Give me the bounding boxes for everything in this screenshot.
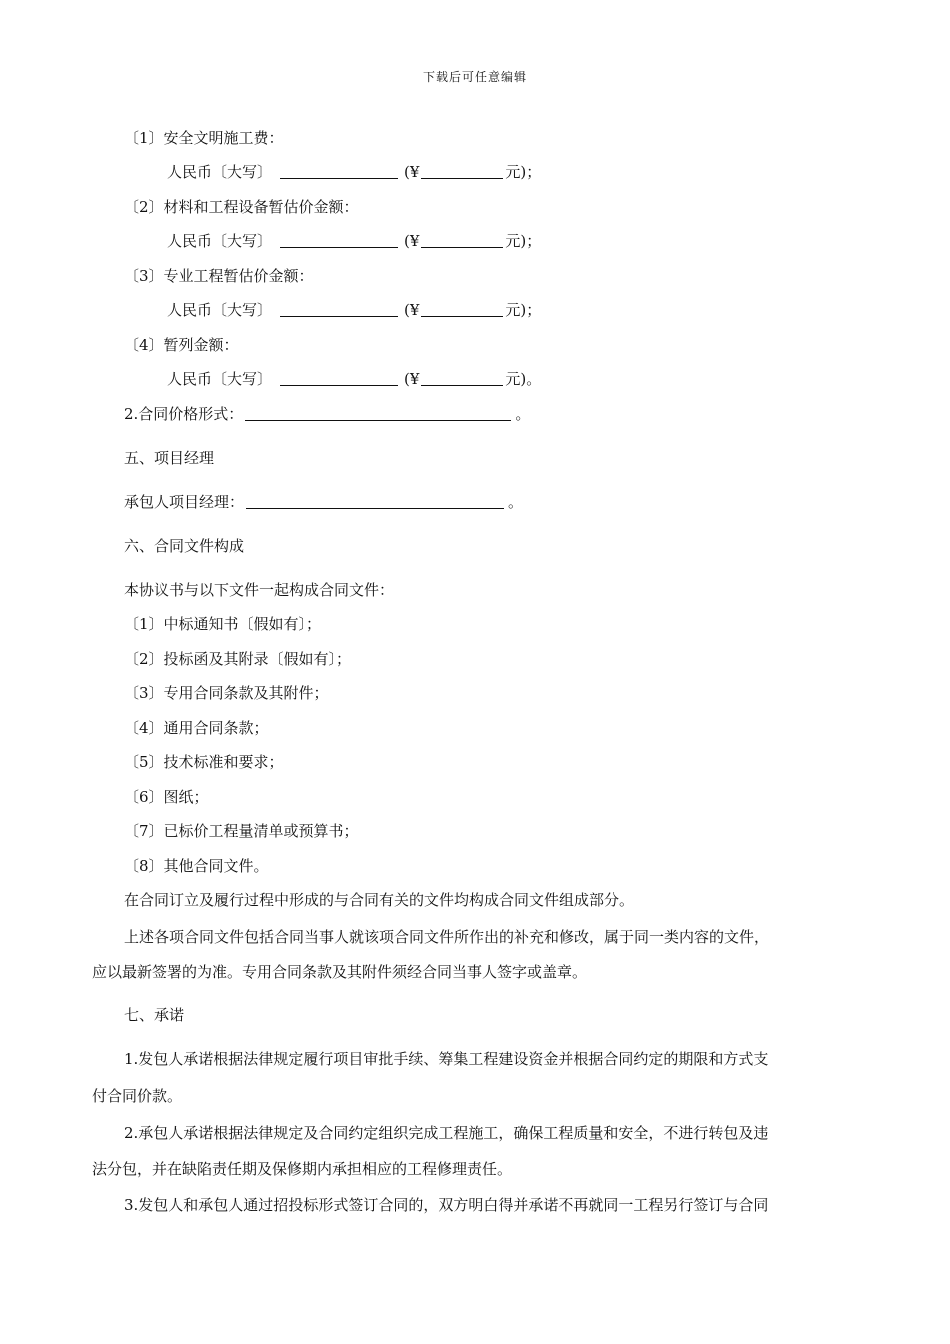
yuan-close: 元)；: [505, 301, 542, 319]
section-6-intro: 本协议书与以下文件一起构成合同文件：: [124, 581, 395, 599]
project-manager-blank[interactable]: [246, 492, 504, 509]
yuan-close: 元)；: [505, 232, 542, 250]
yuan-close: 元)；: [505, 163, 542, 181]
contract-doc-item: 〔3〕专用合同条款及其附件；: [124, 684, 329, 702]
contract-doc-item: 〔8〕其他合同文件。: [124, 857, 269, 875]
section-6-paragraph-2-line-1: 上述各项合同文件包括合同当事人就该项合同文件所作出的补充和修改，属于同一类内容的文件，: [124, 928, 770, 946]
page-header-watermark: 下载后可任意编辑: [422, 70, 527, 84]
amount-words-blank[interactable]: [280, 231, 398, 248]
contract-price-form: [124, 403, 530, 425]
amount-number-blank[interactable]: [421, 369, 503, 386]
promise-3-line-1: 3.发包人和承包人通过招投标形式签订合同的，双方明白得并承诺不再就同一工程另行签订与合同: [124, 1196, 769, 1214]
rmb-label: 人民币〔大写〕: [167, 370, 273, 388]
amount-words-blank[interactable]: [280, 300, 398, 317]
contract-doc-item: 〔2〕投标函及其附录〔假如有〕；: [124, 650, 352, 668]
contract-doc-item: 〔1〕中标通知书〔假如有〕；: [124, 615, 322, 633]
price-form-blank[interactable]: [245, 404, 511, 421]
rmb-label: 人民币〔大写〕: [167, 163, 273, 181]
promise-2-line-2: 法分包，并在缺陷责任期及保修期内承担相应的工程修理责任。: [92, 1160, 513, 1178]
promise-2-line-1: 2.承包人承诺根据法律规定及合同约定组织完成工程施工，确保工程质量和安全，不进行转包及违: [124, 1124, 769, 1142]
yuan-open: (¥: [404, 163, 420, 181]
amount-words-blank[interactable]: [280, 369, 398, 386]
fee-item-1-label: 〔1〕安全文明施工费：: [124, 129, 284, 147]
fee-item-4-label: 〔4〕暂列金额：: [124, 336, 239, 354]
fee-item-1-amount: [167, 161, 541, 183]
promise-1-line-2: 付合同价款。: [92, 1087, 183, 1105]
section-6-title: 六、合同文件构成: [124, 537, 245, 555]
fee-item-3-amount: [167, 299, 541, 321]
fee-item-2-amount: [167, 230, 541, 252]
yuan-open: (¥: [404, 370, 420, 388]
price-form-end: 。: [515, 405, 531, 423]
fee-item-3-label: 〔3〕专业工程暂估价金额：: [124, 267, 314, 285]
section-6-paragraph-2-line-2: 应以最新签署的为准。专用合同条款及其附件须经合同当事人签字或盖章。: [92, 963, 588, 981]
rmb-label: 人民币〔大写〕: [167, 301, 273, 319]
price-form-label: 2.合同价格形式：: [124, 405, 244, 423]
yuan-open: (¥: [404, 232, 420, 250]
section-5-title: 五、项目经理: [124, 449, 215, 467]
fee-item-2-label: 〔2〕材料和工程设备暂估价金额：: [124, 198, 359, 216]
amount-number-blank[interactable]: [421, 231, 503, 248]
section-7-title: 七、承诺: [124, 1006, 185, 1024]
promise-1-line-1: 1.发包人承诺根据法律规定履行项目审批手续、筹集工程建设资金并根据合同约定的期限和方式支: [124, 1050, 769, 1068]
contract-doc-item: 〔4〕通用合同条款；: [124, 719, 269, 737]
amount-number-blank[interactable]: [421, 300, 503, 317]
project-manager-line: [124, 491, 523, 513]
amount-words-blank[interactable]: [280, 162, 398, 179]
yuan-close: 元)。: [505, 370, 542, 388]
contract-doc-item: 〔5〕技术标准和要求；: [124, 753, 284, 771]
section-6-paragraph-1: 在合同订立及履行过程中形成的与合同有关的文件均构成合同文件组成部分。: [124, 891, 635, 909]
project-manager-label: 承包人项目经理：: [124, 493, 245, 511]
project-manager-end: 。: [508, 493, 524, 511]
amount-number-blank[interactable]: [421, 162, 503, 179]
yuan-open: (¥: [404, 301, 420, 319]
contract-doc-item: 〔6〕图纸；: [124, 788, 209, 806]
contract-doc-item: 〔7〕已标价工程量清单或预算书；: [124, 822, 359, 840]
rmb-label: 人民币〔大写〕: [167, 232, 273, 250]
fee-item-4-amount: [167, 368, 541, 390]
